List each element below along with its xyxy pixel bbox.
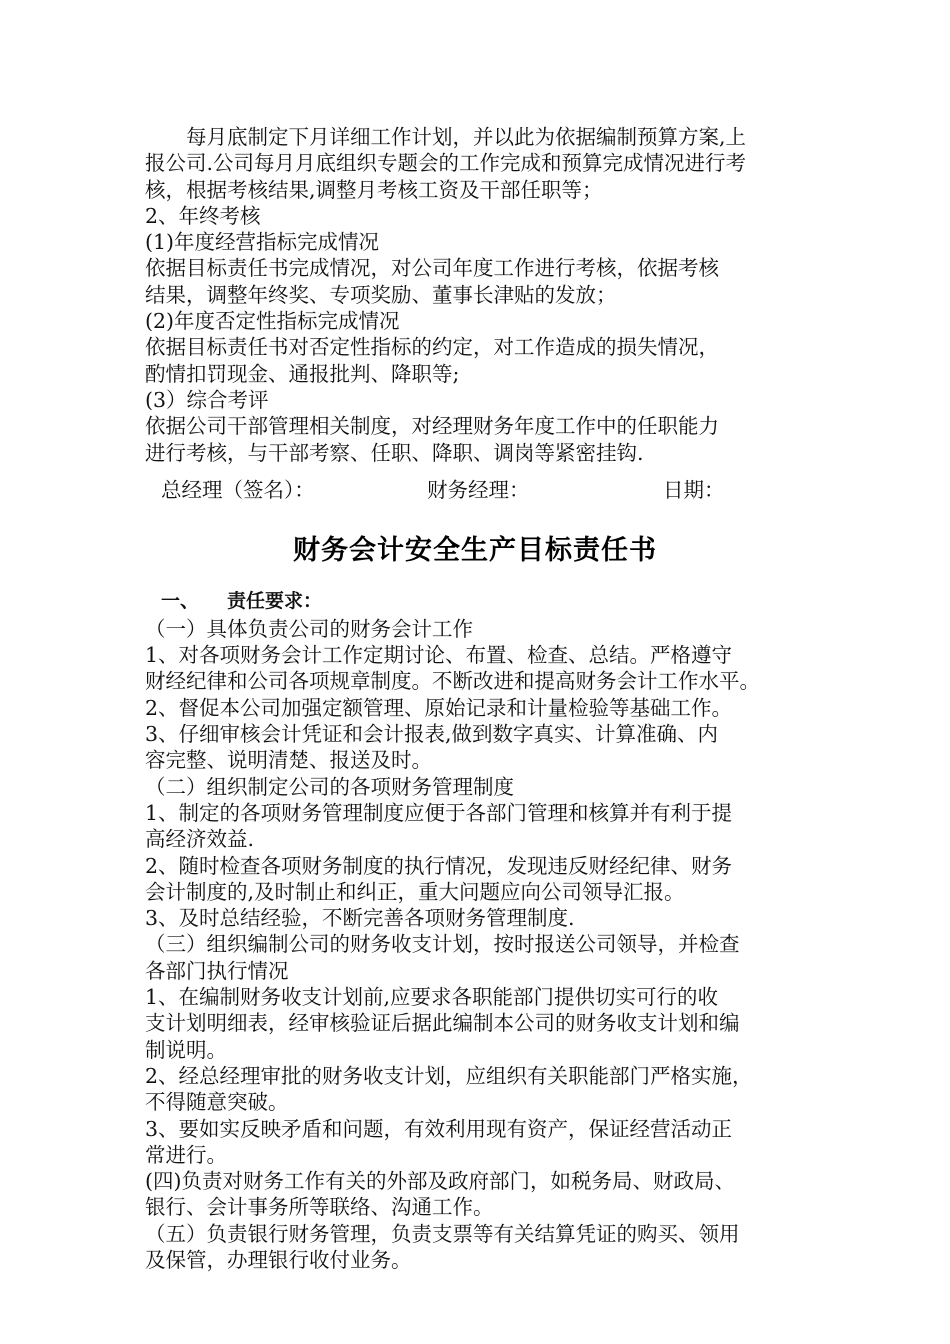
text-line: 常进行。	[145, 1142, 227, 1167]
text-line: 不得随意突破。	[145, 1090, 289, 1115]
text-line: 1、制定的各项财务管理制度应便于各部门管理和核算并有利于提	[145, 800, 733, 825]
text-line: 支计划明细表，经审核验证后据此编制本公司的财务收支计划和编	[145, 1011, 740, 1036]
document-title: 财务会计安全生产目标责任书	[293, 534, 657, 566]
text-line: 1、对各项财务会计工作定期讨论、布置、检查、总结。严格遵守	[145, 643, 733, 668]
text-line: 会计制度的,及时制止和纠正，重大问题应向公司领导汇报。	[145, 879, 685, 904]
text-line: 容完整、说明清楚、报送及时。	[145, 748, 432, 773]
text-line: 制说明。	[145, 1037, 227, 1062]
text-line: 3、要如实反映矛盾和问题，有效利用现有资产，保证经营活动正	[145, 1116, 733, 1141]
text-line: 依据公司干部管理相关制度，对经理财务年度工作中的任职能力	[145, 414, 719, 439]
text-line: (四)负责对财务工作有关的外部及政府部门，如税务局、财政局、	[145, 1169, 735, 1194]
text-line: 各部门执行情况	[145, 958, 289, 983]
text-line: 2、经总经理审批的财务收支计划，应组织有关职能部门严格实施，	[145, 1063, 753, 1088]
text-line: 3、及时总结经验，不断完善各项财务管理制度.	[145, 906, 575, 931]
text-line: 及保管，办理银行收付业务。	[145, 1247, 412, 1272]
top-text-block	[145, 124, 835, 466]
date-label: 日期：	[663, 477, 725, 502]
text-line: 核，根据考核结果,调整月考核工资及干部任职等；	[145, 177, 603, 202]
finance-manager-signature-label: 财务经理：	[427, 477, 530, 502]
text-line: （三）组织编制公司的财务收支计划，按时报送公司领导，并检查	[145, 932, 740, 957]
text-line: 报公司.公司每月月底组织专题会的工作完成和预算完成情况进行考	[145, 151, 747, 176]
text-line: 银行、会计事务所等联络、沟通工作。	[145, 1195, 494, 1220]
text-line: 2、随时检查各项财务制度的执行情况，发现违反财经纪律、财务	[145, 853, 733, 878]
text-line: 2、年终考核	[145, 203, 261, 228]
text-line: 2、督促本公司加强定额管理、原始记录和计量检验等基础工作。	[145, 695, 733, 720]
text-line: 1、在编制财务收支计划前,应要求各职能部门提供切实可行的收	[145, 985, 719, 1010]
text-line: 依据目标责任书完成情况，对公司年度工作进行考核，依据考核	[145, 256, 719, 281]
document-page	[145, 124, 835, 1273]
text-line: (3）综合考评	[145, 387, 269, 412]
general-manager-signature-label: 总经理（签名）：	[161, 477, 315, 502]
body-text-block	[145, 616, 835, 1273]
text-line: （一）具体负责公司的财务会计工作	[145, 616, 473, 641]
text-line: 进行考核，与干部考察、任职、降职、调岗等紧密挂钩.	[145, 440, 644, 465]
text-line: (1)年度经营指标完成情况	[145, 230, 380, 255]
text-line: (2)年度否定性指标完成情况	[145, 309, 400, 334]
section-heading	[145, 586, 835, 616]
text-line: 每月底制定下月详细工作计划，并以此为依据编制预算方案,上	[145, 125, 747, 149]
section-title: 责任要求：	[227, 589, 323, 612]
section-number: 一、	[161, 589, 200, 612]
text-line: 财经纪律和公司各项规章制度。不断改进和提高财务会计工作水平。	[145, 669, 760, 694]
text-line: 高经济效益.	[145, 827, 255, 852]
signature-row	[145, 476, 835, 504]
text-line: 3、仔细审核会计凭证和会计报表,做到数字真实、计算准确、内	[145, 722, 719, 747]
text-line: 依据目标责任书对否定性指标的约定，对工作造成的损失情况，	[145, 335, 719, 360]
text-line: 结果，调整年终奖、专项奖励、董事长津贴的发放；	[145, 282, 617, 307]
text-line: （五）负责银行财务管理，负责支票等有关结算凭证的购买、领用	[145, 1221, 740, 1246]
text-line: （二）组织制定公司的各项财务管理制度	[145, 774, 514, 799]
text-line: 酌情扣罚现金、通报批判、降职等;	[145, 361, 460, 386]
